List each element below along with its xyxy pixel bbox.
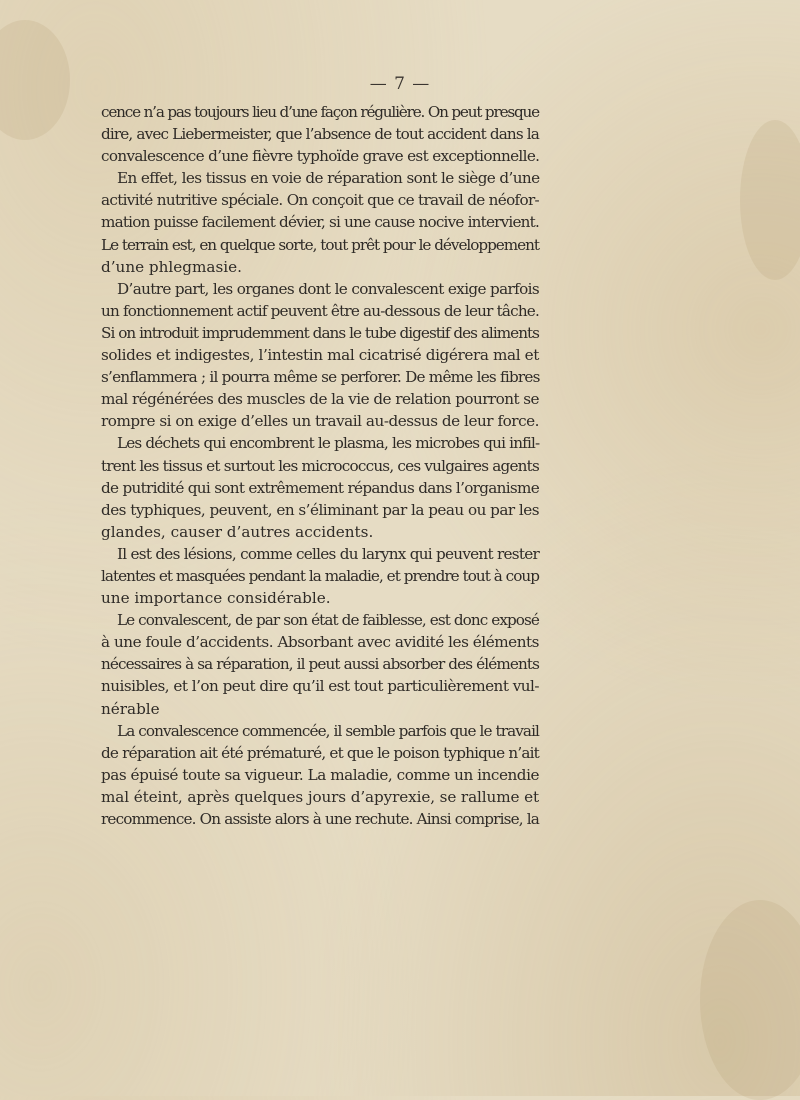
text-line: latentes et masquées pendant la maladie, et prendre tout à coup [101,566,539,585]
text-line: à une foule d’accidents. Absorbant avec avidité les éléments [101,633,539,652]
text-line: activité nutritive spéciale. On conçoit que ce travail de néofor- [101,191,539,210]
text-line: nécessaires à sa réparation, il peut aussi absorber des éléments [101,655,539,674]
paper-stain [700,900,800,1100]
text-line: Le terrain est, en quelque sorte, tout prêt pour le développement [101,235,539,254]
body-text [101,101,539,830]
text-line: Si on introduit imprudemment dans le tube digestif des aliments [101,323,539,342]
text-line: solides et indigestes, l’intestin mal cicatrisé digérera mal et [101,346,539,365]
text-line: un fonctionnement actif peuvent être au-dessous de leur tâche. [101,301,539,320]
text-line: de réparation ait été prématuré, et que le poison typhique n’ait [101,743,539,762]
text-line: une importance considérable. [101,589,331,608]
text-line: des typhiques, peuvent, en s’éliminant par la peau ou par les [101,500,539,519]
text-line: cence n’a pas toujours lieu d’une façon régulière. On peut presque [101,103,539,121]
text-line: En effet, les tissus en voie de réparation sont le siège d’une [117,169,540,188]
text-line: D’autre part, les organes dont le convalescent exige parfois [117,279,539,298]
text-line: Il est des lésions, comme celles du larynx qui peuvent rester [117,544,540,563]
text-line: nuisibles, et l’on peut dire qu’il est tout particulièrement vul- [101,677,539,696]
text-line: Les déchets qui encombrent le plasma, les microbes qui infil- [117,434,540,453]
text-line: pas épuisé toute sa vigueur. La maladie, comme un incendie [101,765,539,784]
text-line: mal éteint, après quelques jours d’apyrexie, se rallume et [101,787,539,806]
text-line: mal régénérées des muscles de la vie de relation pourront se [101,390,539,409]
paper-stain [740,120,800,280]
text-line: convalescence d’une fièvre typhoïde grave est exceptionnelle. [101,147,540,166]
page-number: — 7 — [369,74,431,94]
text-line: La convalescence commencée, il semble parfois que le travail [117,721,539,740]
text-line: rompre si on exige d’elles un travail au-dessus de leur force. [101,412,539,431]
text-line: nérable [101,699,160,718]
text-line: glandes, causer d’autres accidents. [101,522,374,541]
text-line: trent les tissus et surtout les micrococcus, ces vulgaires agents [101,456,539,475]
text-line: s’enflammera ; il pourra même se perforer. De même les fibres [101,368,540,387]
text-line: recommence. On assiste alors à une rechute. Ainsi comprise, la [101,810,539,828]
text-line: d’une phlegmasie. [101,257,242,276]
text-line: Le convalescent, de par son état de faiblesse, est donc exposé [117,611,539,630]
text-line: mation puisse facilement dévier, si une cause nocive intervient. [101,213,539,232]
text-line: dire, avec Liebermeister, que l’absence de tout accident dans la [101,125,539,144]
text-line: de putridité qui sont extrêmement répandus dans l’organisme [101,478,539,497]
